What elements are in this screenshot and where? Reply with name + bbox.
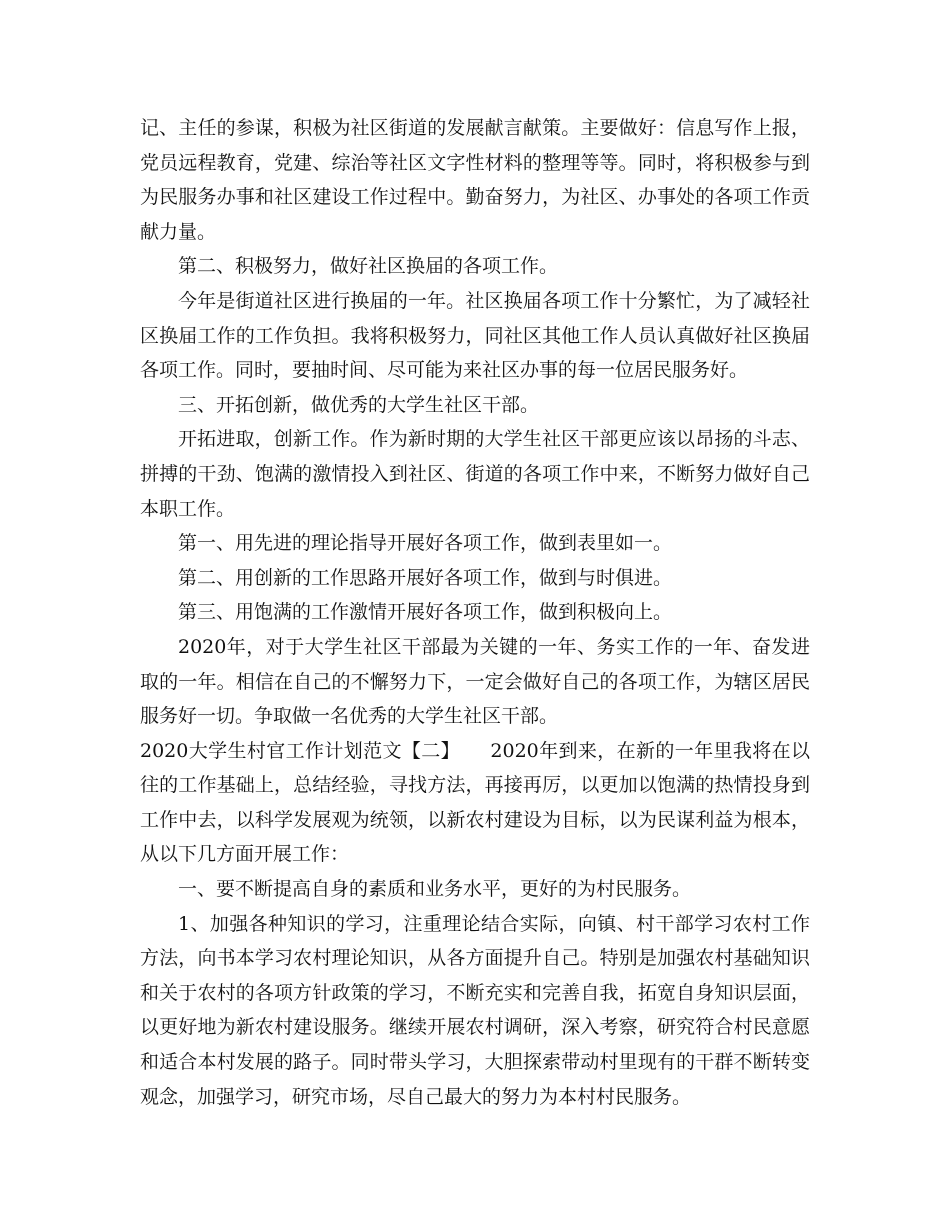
paragraph: 第二、用创新的工作思路开展好各项工作，做到与时俱进。 bbox=[178, 566, 673, 589]
document-body bbox=[140, 111, 810, 1114]
paragraph: 记、主任的参谋，积极为社区街道的发展献言献策。主要做好：信息写作上报，党员远程教育，党建、综治等社区文字性材料的整理等等。同时，将积极参与到为民服务办事和社区建设工作过程中。勤奋努力，为社区、办事处的各项工作贡献力量。 bbox=[140, 117, 810, 243]
paragraph: 今年是街道社区进行换届的一年。社区换届各项工作十分繁忙，为了减轻社区换届工作的工作负担。我将积极努力，同社区其他工作人员认真做好社区换届各项工作。同时，要抽时间、尽可能为来社区办事的每一位居民服务好。 bbox=[140, 289, 810, 382]
section-title: 2020大学生村官工作计划范文【二】 bbox=[140, 739, 460, 762]
section-text: 2020年到来，在新的一年里我将在以往的工作基础上，总结经验，寻找方法，再接再厉，以更加以饱满的热情投身到工作中去，以科学发展观为统领，以新农村建设为目标，以为民谋利益为根本，从以下几方面开展工作： bbox=[140, 739, 811, 866]
paragraph: 一、要不断提高自身的素质和业务水平，更好的为村民服务。 bbox=[178, 878, 692, 901]
paragraph: 2020年，对于大学生社区干部最为关键的一年、务实工作的一年、奋发进取的一年。相信在自己的不懈努力下，一定会做好自己的各项工作，为辖区居民服务好一切。争取做一名优秀的大学生社区干部。 bbox=[140, 635, 810, 728]
paragraph: 开拓进取，创新工作。作为新时期的大学生社区干部更应该以昂扬的斗志、拼搏的干劲、饱满的激情投入到社区、街道的各项工作中来，不断努力做好自己本职工作。 bbox=[140, 428, 810, 520]
paragraph: 第三、用饱满的工作激情开展好各项工作，做到积极向上。 bbox=[178, 601, 673, 624]
paragraph: 三、开拓创新，做优秀的大学生社区干部。 bbox=[178, 393, 540, 416]
section-paragraph bbox=[140, 734, 810, 872]
paragraph: 第一、用先进的理论指导开展好各项工作，做到表里如一。 bbox=[178, 532, 673, 555]
paragraph: 第二、积极努力，做好社区换届的各项工作。 bbox=[178, 255, 559, 278]
paragraph: 1、加强各种知识的学习，注重理论结合实际，向镇、村干部学习农村工作方法，向书本学习农村理论知识，从各方面提升自己。特别是加强农村基础知识和关于农村的各项方针政策的学习，不断充实和完善自我，拓宽自身知识层面，以更好地为新农村建设服务。继续开展农村调研，深入考察，研究符合村民意愿和适合本村发展的路子。同时带头学习，大胆探索带动村里现有的干群不断转变观念，加强学习，研究市场，尽自己最大的努力为本村村民服务。 bbox=[140, 912, 810, 1108]
